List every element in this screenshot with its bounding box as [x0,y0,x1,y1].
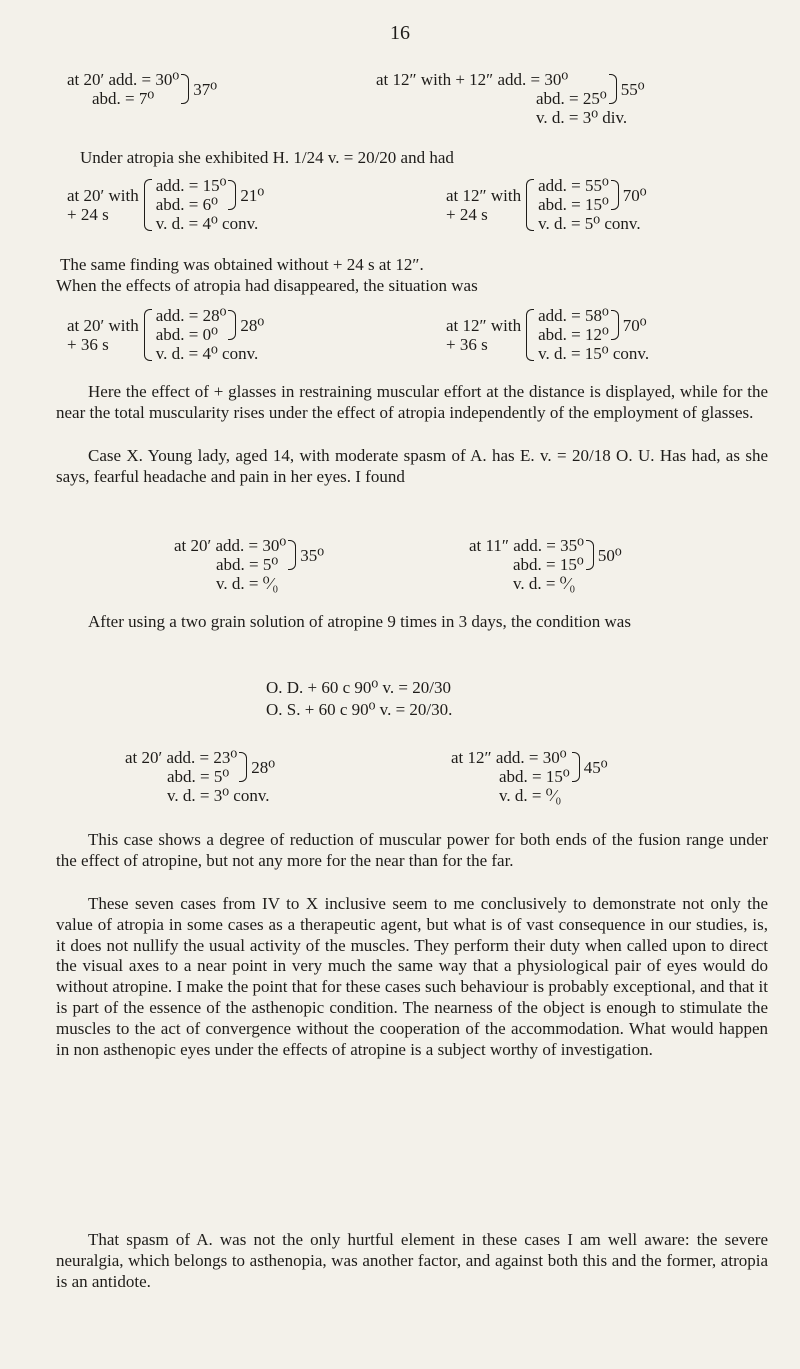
measure-vd: v. d. = ⁰⁄₀ [499,786,562,805]
prescription-os: O. S. + 60 c 90⁰ v. = 20/30. [266,700,453,719]
brace [181,74,189,104]
brace [572,752,580,782]
measure-add: add. = 15⁰ [155,176,227,195]
text-same-finding: The same finding was obtained without + 24 s at 12″. [60,255,424,274]
measure-abd: abd. = 0⁰ [155,325,218,344]
measurement-table-left-4 [174,536,324,593]
lens-label: + 36 s [67,334,109,354]
measurement-table-left-1 [67,70,217,108]
row-label: at 12″ with [446,185,522,205]
measurement-table-right-2 [446,176,647,233]
measure-total: 45⁰ [583,757,608,777]
measure-vd: v. d. = ⁰⁄₀ [513,574,576,593]
measure-abd: abd. = 5⁰ [216,555,279,574]
measure-total: 37⁰ [193,79,218,99]
brace [611,310,619,340]
brace [611,180,619,210]
measure-abd: abd. = 6⁰ [155,195,218,214]
measure-abd: abd. = 15⁰ [499,767,570,786]
measure-total: 50⁰ [597,545,622,565]
measure-total: 28⁰ [251,757,276,777]
lens-label: + 24 s [446,204,488,224]
brace [526,179,534,231]
brace [228,310,236,340]
text-atropia: Under atropia she exhibited H. 1/24 v. = 20/20 and had [80,148,454,167]
brace [144,179,152,231]
measure-add: add. = 28⁰ [155,306,227,325]
measure-abd: abd. = 15⁰ [538,195,609,214]
measure-vd: v. d. = ⁰⁄₀ [216,574,279,593]
measure-abd: abd. = 15⁰ [513,555,584,574]
measure-total: 70⁰ [622,315,647,335]
measure-add: at 20′ add. = 30⁰ [174,536,287,555]
brace [288,540,296,570]
paragraph-that-spasm: That spasm of A. was not the only hurtful element in these cases I am well aware: the severe neuralgia, which belongs to asthenopia, was another factor, and against both this and the former, atropia is an antidote. [56,1230,768,1291]
row-label: at 12″ with [446,315,522,335]
brace [526,309,534,361]
measure-abd: abd. = 12⁰ [538,325,609,344]
measure-vd: v. d. = 15⁰ conv. [538,344,650,363]
measure-add: at 12″ add. = 30⁰ [451,748,567,767]
measure-total: 55⁰ [620,79,645,99]
paragraph-these-seven: These seven cases from IV to X inclusive seem to me conclusively to demonstrate not only the value of atropia in some cases as a therapeutic agent, but what is of vast consequence in our studies, is, it does not nullify the usual activity of the muscles. They perform their duty when called upon to direct the visual axes to a near point in very much the same way that a physiological pair of eyes would do without atropine. I make the point that for these cases such behaviour is probably exceptional, and that it is part of the essence of the asthenopic condition. The nearness of the object is enough to stimulate the muscles to the act of convergence without the cooperation of the accommodation. What would happen in non asthenopic eyes under the effects of atropine is a subject worthy of investigation. [56,894,768,1059]
row-label: at 20′ with [67,185,139,205]
measurement-table-right-3 [446,306,649,363]
measurement-table-right-4 [469,536,622,593]
brace [144,309,152,361]
measure-vd: v. d. = 4⁰ conv. [155,344,259,363]
measure-total: 70⁰ [622,185,647,205]
brace [228,180,236,210]
lens-label: + 24 s [67,204,109,224]
measure-abd: abd. = 7⁰ [92,89,155,108]
measure-vd: v. d. = 4⁰ conv. [155,214,259,233]
measure-total: 28⁰ [240,315,265,335]
lens-label: + 36 s [446,334,488,354]
prescription-od: O. D. + 60 c 90⁰ v. = 20/30 [266,678,451,697]
measurement-table-right-5 [451,748,608,805]
row-label: at 20′ with [67,315,139,335]
measure-add: at 11″ add. = 35⁰ [469,536,584,555]
measurement-table-left-5 [125,748,275,805]
paragraph-here: Here the effect of + glasses in restraining muscular effort at the distance is displayed, while for the near the total muscularity rises under the effect of atropia independently of the employment of glasses. [56,382,768,422]
paragraph-after: After using a two grain solution of atropine 9 times in 3 days, the condition was [88,612,631,631]
measure-add: at 12″ with + 12″ add. = 30⁰ [376,70,569,89]
measure-total: 21⁰ [240,185,265,205]
measure-abd: abd. = 5⁰ [167,767,230,786]
page-number: 16 [390,22,410,44]
measure-add: at 20′ add. = 23⁰ [125,748,238,767]
measure-vd: v. d. = 5⁰ conv. [538,214,641,233]
paragraph-this-case: This case shows a degree of reduction of muscular power for both ends of the fusion range under the effect of atropine, but not any more for the near than for the far. [56,830,768,870]
measure-vd: v. d. = 3⁰ div. [536,108,628,127]
measurement-table-right-1 [376,70,645,127]
measure-add: at 20′ add. = 30⁰ [67,70,180,89]
brace [609,74,617,104]
brace [239,752,247,782]
measure-add: add. = 55⁰ [538,176,609,195]
text-when: When the effects of atropia had disappeared, the situation was [56,276,478,295]
measurement-table-left-2 [67,176,264,233]
paragraph-case-x: Case X. Young lady, aged 14, with moderate spasm of A. has E. v. = 20/18 O. U. Has had, as she says, fearful headache and pain in her eyes. I found [56,446,768,486]
measure-abd: abd. = 25⁰ [536,89,607,108]
measurement-table-left-3 [67,306,264,363]
measure-total: 35⁰ [300,545,325,565]
brace [586,540,594,570]
measure-vd: v. d. = 3⁰ conv. [167,786,270,805]
measure-add: add. = 58⁰ [538,306,609,325]
